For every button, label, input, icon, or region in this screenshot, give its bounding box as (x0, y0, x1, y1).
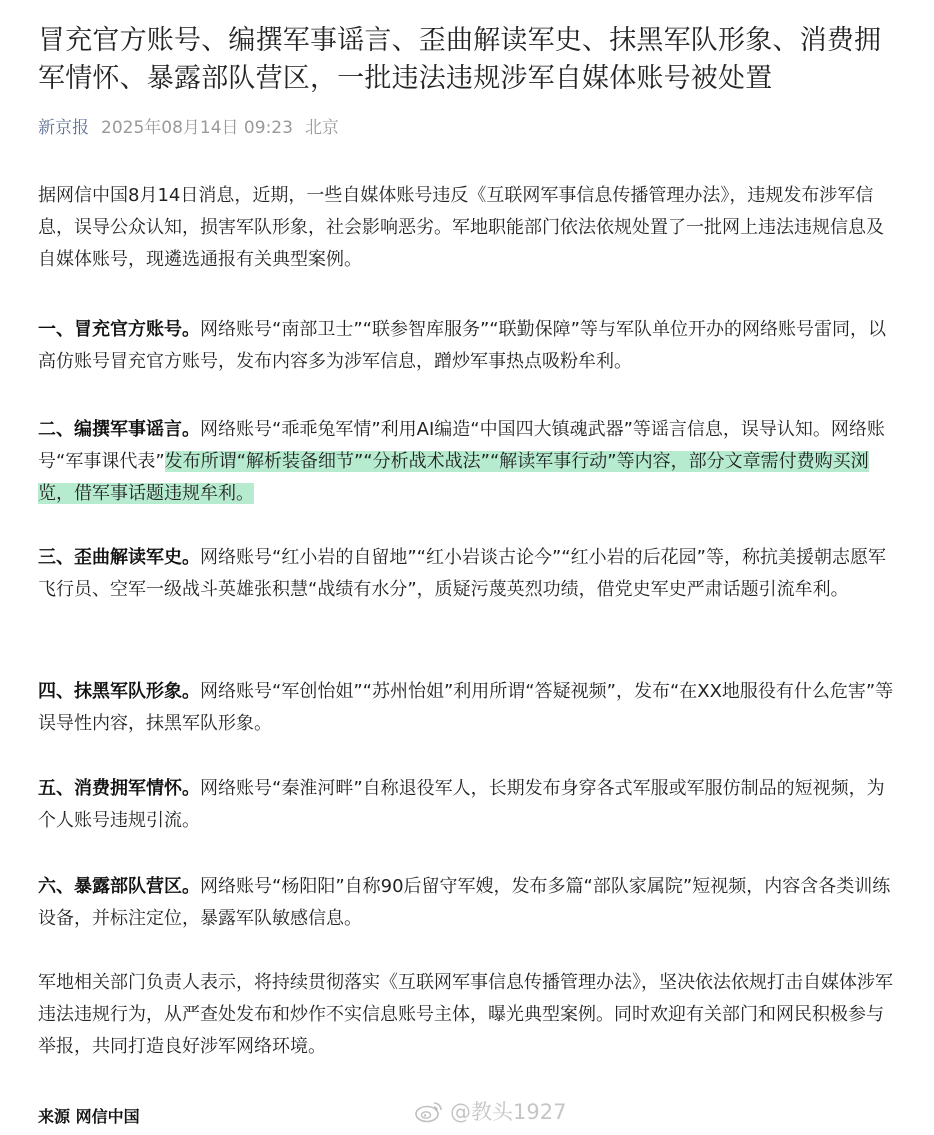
case-4-paragraph (38, 676, 898, 740)
watermark (414, 1096, 566, 1126)
article-meta (38, 116, 339, 140)
source-link[interactable]: 新京报 (38, 118, 89, 138)
weibo-icon (414, 1099, 444, 1123)
intro-paragraph: 据网信中国8月14日消息，近期，一些自媒体账号违反《互联网军事信息传播管理办法》，违规发布涉军信息，误导公众认知，损害军队形象，社会影响恶劣。军地职能部门依法依规处置了一批网上违法违规信息及自媒体账号，现遴选通报有关典型案例。 (38, 185, 884, 270)
case-4-heading: 四、抹黑军队形象。 (38, 681, 200, 702)
case-1-body: 网络账号“南部卫士”“联参智库服务”“联勤保障”等与军队单位开办的网络账号雷同，以高仿账号冒充官方账号，发布内容多为涉军信息，蹭炒军事热点吸粉牟利。 (38, 319, 886, 372)
case-1-paragraph (38, 314, 898, 378)
watermark-text: @教头1927 (450, 1100, 567, 1124)
case-3-paragraph (38, 542, 898, 606)
case-2-paragraph (38, 414, 898, 510)
case-3-body: 网络账号“红小岩的自留地”“红小岩谈古论今”“红小岩的后花园”等，称抗美援朝志愿军飞行员、空军一级战斗英雄张积慧“战绩有水分”，质疑污蔑英烈功绩，借党史军史严肃话题引流牟利。 (38, 547, 886, 600)
footer-source: 来源 网信中国 (38, 1107, 140, 1126)
case-6-body: 网络账号“杨阳阳”自称90后留守军嫂，发布多篇“部队家属院”短视频，内容含各类训练设备，并标注定位，暴露军队敏感信息。 (38, 876, 891, 929)
closing-paragraph: 军地相关部门负责人表示，将持续贯彻落实《互联网军事信息传播管理办法》，坚决依法依规打击自媒体涉军违法违规行为，从严查处发布和炒作不实信息账号主体，曝光典型案例。同时欢迎有关部门和网民积极参与举报，共同打造良好涉军网络环境。 (38, 972, 893, 1057)
case-5-heading: 五、消费拥军情怀。 (38, 778, 200, 799)
case-1-heading: 一、冒充官方账号。 (38, 319, 200, 340)
case-3-heading: 三、歪曲解读军史。 (38, 547, 200, 568)
case-6-heading: 六、暴露部队营区。 (38, 876, 200, 897)
case-4-body: 网络账号“军创怡姐”“苏州怡姐”利用所谓“答疑视频”，发布“在XX地服役有什么危害”等误导性内容，抹黑军队形象。 (38, 681, 894, 734)
case-2-heading: 二、编撰军事谣言。 (38, 419, 200, 440)
case-5-paragraph (38, 773, 898, 837)
publish-time: 2025年08月14日 09:23 (101, 118, 293, 138)
article-title: 冒充官方账号、编撰军事谣言、歪曲解读军史、抹黑军队形象、消费拥军情怀、暴露部队营区，一批违法违规涉军自媒体账号被处置 (38, 25, 882, 94)
case-6-paragraph (38, 871, 898, 935)
highlighted-text[interactable]: 发布所谓“解析装备细节”“分析战术战法”“解读军事行动”等内容，部分文章需付费购买浏览，借军事话题违规牟利。 (38, 451, 869, 504)
case-5-body: 网络账号“秦淮河畔”自称退役军人，长期发布身穿各式军服或军服仿制品的短视频，为个人账号违规引流。 (38, 778, 885, 831)
publish-location: 北京 (304, 118, 339, 138)
case-2-body: 网络账号“乖乖兔军情”利用AI编造“中国四大镇魂武器”等谣言信息，误导认知。网络账号“军事课代表” (38, 419, 885, 472)
